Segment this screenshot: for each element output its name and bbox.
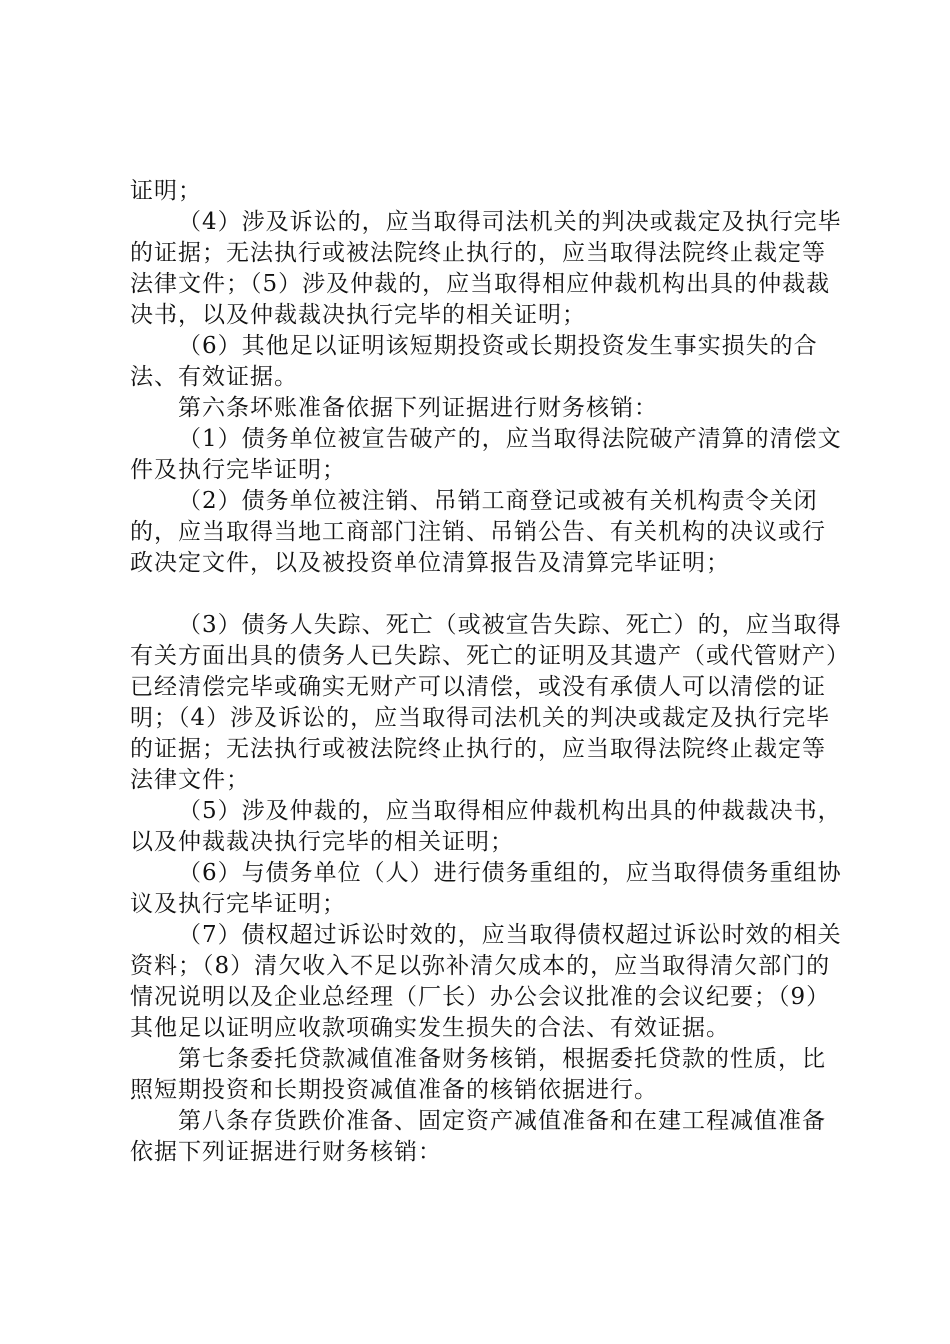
paragraph-bad-debt-item-7-9: （7）债权超过诉讼时效的，应当取得债权超过诉讼时效的相关资料；（8）清欠收入不足以弥补清欠成本的，应当取得清欠部门的情况说明以及企业总经理（厂长）办公会议批准的会议纪要；（9）其他足以证明应收款项确实发生损失的合法、有效证据。 (130, 922, 842, 1041)
document-body (130, 176, 842, 1168)
article-6-heading: 第六条坏账准备依据下列证据进行财务核销： (178, 395, 658, 421)
article-7: 第七条委托贷款减值准备财务核销，根据委托贷款的性质，比照短期投资和长期投资减值准备的核销依据进行。 (130, 1046, 826, 1103)
paragraph-bad-debt-item-1: （1）债务单位被宣告破产的，应当取得法院破产清算的清偿文件及执行完毕证明； (130, 426, 842, 483)
paragraph-bad-debt-item-5: （5）涉及仲裁的，应当取得相应仲裁机构出具的仲裁裁决书，以及仲裁裁决执行完毕的相关证明； (130, 798, 842, 855)
paragraph-continuation: 证明； (130, 178, 202, 204)
article-8: 第八条存货跌价准备、固定资产减值准备和在建工程减值准备依据下列证据进行财务核销： (130, 1108, 826, 1165)
paragraph-bad-debt-item-3-4: （3）债务人失踪、死亡（或被宣告失踪、死亡）的，应当取得有关方面出具的债务人已失踪、死亡的证明及其遗产（或代管财产）已经清偿完毕或确实无财产可以清偿，或没有承债人可以清偿的证明；（4）涉及诉讼的，应当取得司法机关的判决或裁定及执行完毕的证据；无法执行或被法院终止执行的，应当取得法院终止裁定等法律文件； (130, 612, 842, 793)
paragraph-bad-debt-item-2: （2）债务单位被注销、吊销工商登记或被有关机构责令关闭的，应当取得当地工商部门注销、吊销公告、有关机构的决议或行政决定文件，以及被投资单位清算报告及清算完毕证明； (130, 488, 826, 576)
paragraph-gap (130, 579, 842, 610)
paragraph-bad-debt-item-6: （6）与债务单位（人）进行债务重组的，应当取得债务重组协议及执行完毕证明； (130, 860, 842, 917)
paragraph-item-4-5-investment: （4）涉及诉讼的，应当取得司法机关的判决或裁定及执行完毕的证据；无法执行或被法院终止执行的，应当取得法院终止裁定等法律文件；（5）涉及仲裁的，应当取得相应仲裁机构出具的仲裁裁决书，以及仲裁裁决执行完毕的相关证明； (130, 209, 842, 328)
paragraph-item-6-investment: （6）其他足以证明该短期投资或长期投资发生事实损失的合法、有效证据。 (130, 333, 818, 390)
